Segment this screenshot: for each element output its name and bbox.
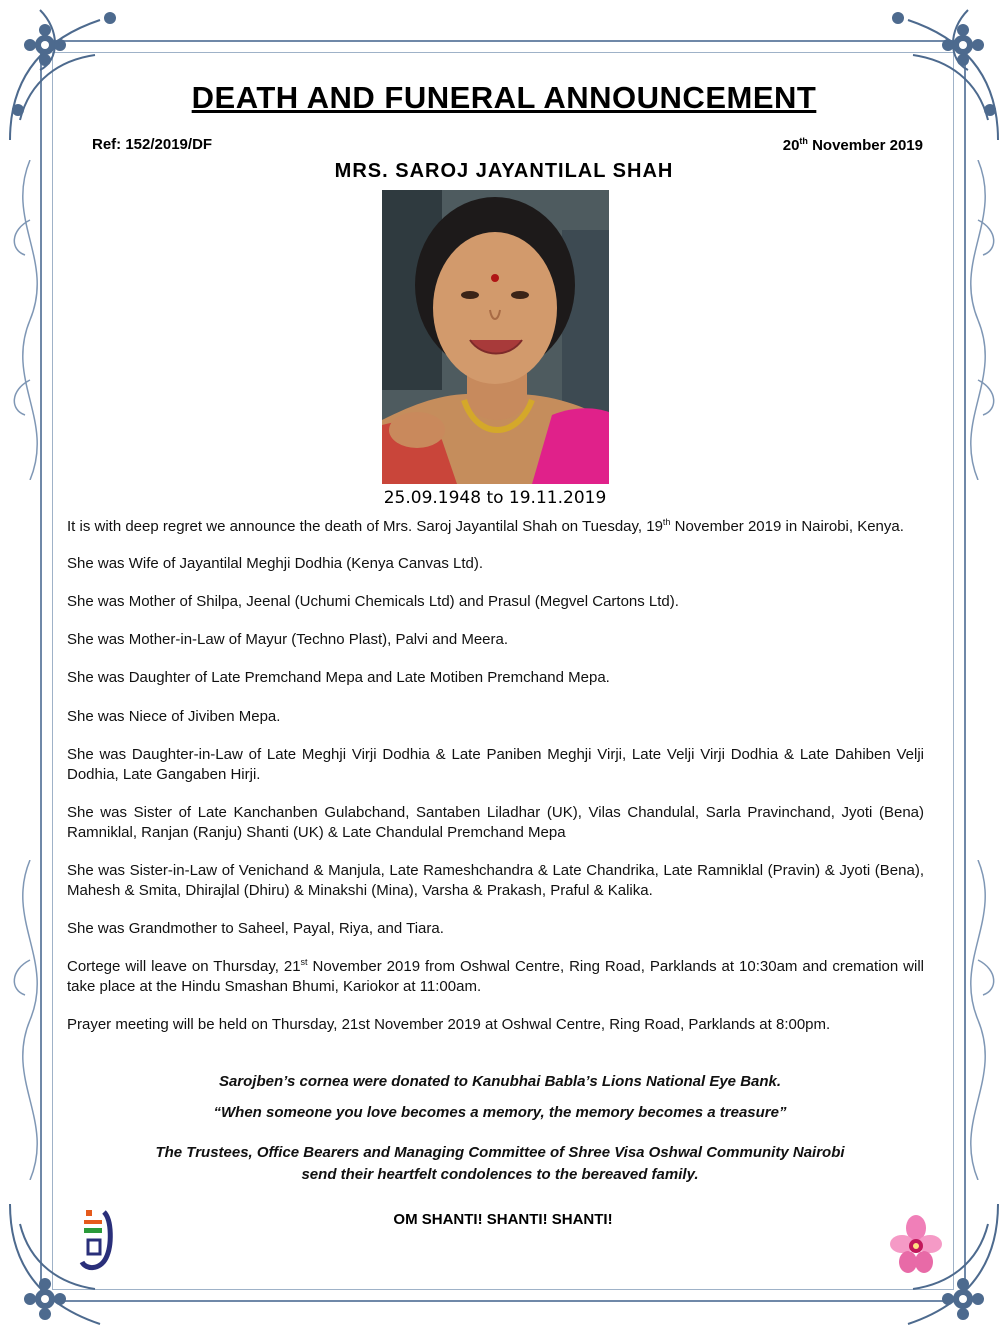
body-paragraph-niece: She was Niece of Jiviben Mepa. xyxy=(67,708,281,725)
deceased-name: MRS. SAROJ JAYANTILAL SHAH xyxy=(334,160,674,182)
announcement-title: DEATH AND FUNERAL ANNOUNCEMENT xyxy=(191,80,817,115)
floral-corner-ornament-icon xyxy=(858,0,1008,150)
scroll-ornament-icon xyxy=(0,860,60,1180)
text-segment: November 2019 from Oshwal Centre, Ring Road, Parklands at 10:30am and cremation will take place at the Hindu Smashan Bhumi, Kariokor at 11:00am. xyxy=(67,958,924,995)
date-rest: November 2019 xyxy=(807,137,923,154)
date-day: 20 xyxy=(782,137,800,154)
reference-number: Ref: 152/2019/DF xyxy=(92,136,213,153)
announcement-body xyxy=(67,517,924,1035)
body-paragraph-sister: She was Sister of Late Kanchanben Gulabchand, Santaben Liladhar (UK), Vilas Chandulal, Sarla Pravinchand, Jyoti (Bena) Ramniklal, Ranjan (Ranju) Shanti (UK) & Late Chandulal Premchand Mepa xyxy=(67,804,924,841)
text-segment: November 2019 in Nairobi, Kenya. xyxy=(670,518,904,535)
superscript: st xyxy=(300,957,308,967)
announcement-date xyxy=(783,136,923,154)
body-paragraph-grandmother: She was Grandmother to Saheel, Payal, Riya, and Tiara. xyxy=(67,920,444,937)
portrait-photo xyxy=(382,190,609,484)
om-shanti-closing: OM SHANTI! SHANTI! SHANTI! xyxy=(393,1211,613,1228)
scroll-ornament-icon xyxy=(0,160,60,480)
condolence-line-1: The Trustees, Office Bearers and Managing Committee of Shree Visa Oshwal Community Nairobi xyxy=(155,1144,845,1161)
scroll-ornament-icon xyxy=(948,860,1008,1180)
cornea-donation-note: Sarojben’s cornea were donated to Kanubhai Babla’s Lions National Eye Bank. xyxy=(218,1073,782,1090)
floral-corner-ornament-icon xyxy=(0,0,150,150)
text-segment: Cortege will leave on Thursday, 21 xyxy=(67,958,301,975)
body-paragraph-sister-in-law: She was Sister-in-Law of Venichand & Manjula, Late Rameshchandra & Late Chandrika, Late Ramniklal (Pravin) & Jyoti (Bena), Mahesh & Smita, Dhirajlal (Dhiru) & Minakshi (Mina), Varsha & Prakash, Praful & Kalika. xyxy=(67,862,924,899)
body-paragraph-wife: She was Wife of Jayantilal Meghji Dodhia (Kenya Canvas Ltd). xyxy=(67,555,484,572)
date-suffix: th xyxy=(799,136,808,146)
body-paragraph-mother: She was Mother of Shilpa, Jeenal (Uchumi Chemicals Ltd) and Prasul (Megvel Cartons Ltd). xyxy=(67,593,679,610)
condolence-line-2: send their heartfelt condolences to the bereaved family. xyxy=(301,1166,699,1183)
body-paragraph-mother-in-law: She was Mother-in-Law of Mayur (Techno Plast), Palvi and Meera. xyxy=(67,631,509,648)
body-paragraph-daughter: She was Daughter of Late Premchand Mepa and Late Motiben Premchand Mepa. xyxy=(67,669,610,686)
body-paragraph-prayer-meeting: Prayer meeting will be held on Thursday, 21st November 2019 at Oshwal Centre, Ring Road, Parklands at 8:00pm. xyxy=(67,1016,831,1033)
lifespan-dates: 25.09.1948 to 19.11.2019 xyxy=(383,488,607,508)
body-paragraph-cortege xyxy=(67,957,924,997)
body-paragraph-daughter-in-law: She was Daughter-in-Law of Late Meghji Virji Dodhia & Late Paniben Meghji Virji, Late Velji Virji Dodhia & Late Dahiben Velji Dodhia, Late Gangaben Hirji. xyxy=(67,746,924,783)
body-paragraph-death xyxy=(67,517,924,537)
orchid-flower-icon xyxy=(890,1214,942,1278)
text-segment: It is with deep regret we announce the death of Mrs. Saroj Jayantilal Shah on Tuesday, 19 xyxy=(67,518,663,535)
superscript: th xyxy=(662,517,671,527)
scroll-ornament-icon xyxy=(948,160,1008,480)
community-logo-icon xyxy=(78,1206,118,1274)
memorial-quote: “When someone you love becomes a memory, the memory becomes a treasure” xyxy=(213,1104,787,1121)
